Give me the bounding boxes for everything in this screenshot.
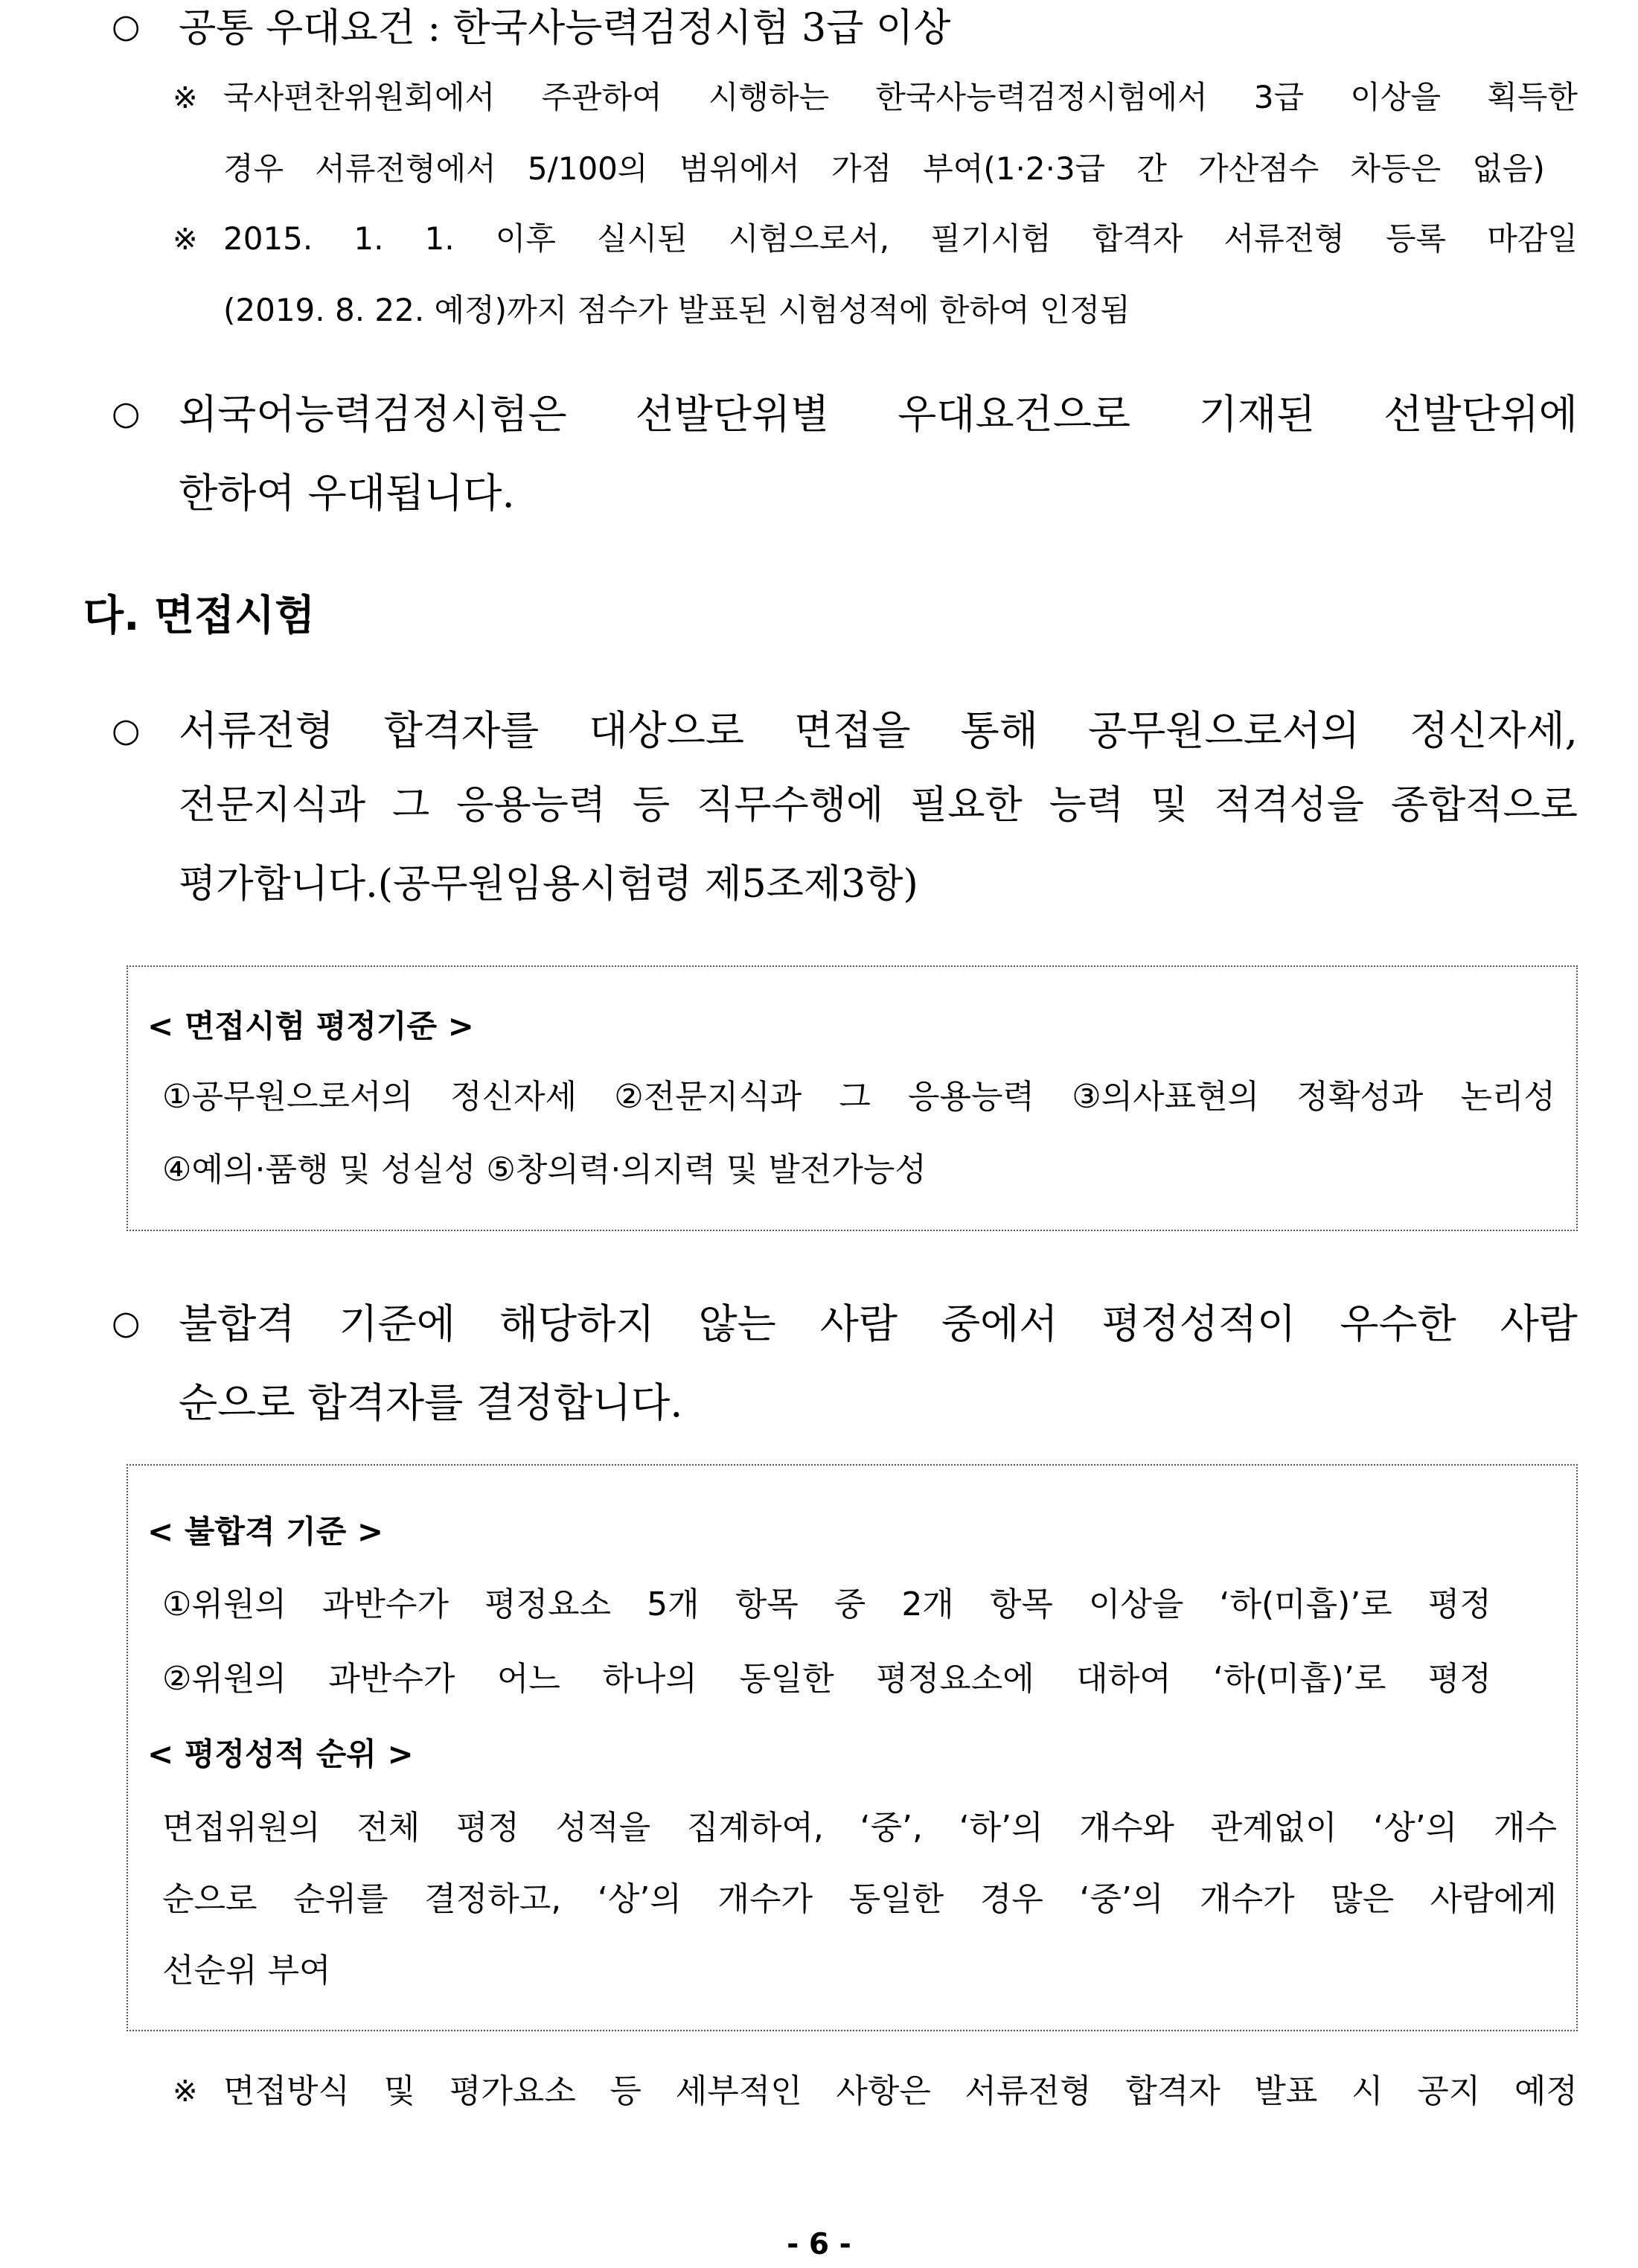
bullet-icon: ○ <box>112 1304 141 1342</box>
note1-line1: 국사편찬위원회에서 주관하여 시행하는 한국사능력검정시험에서 3급 이상을 획득한 <box>223 79 1578 115</box>
evaluation-criteria-line2: ④예의·품행 및 성실성 ⑤창의력·의지력 및 발전가능성 <box>162 1151 927 1189</box>
preference-common-requirement: 공통 우대요건 : 한국사능력검정시험 3급 이상 <box>179 6 951 51</box>
ranking-title: < 평정성적 순위 > <box>147 1736 414 1772</box>
evaluation-criteria-line1: ①공무원으로서의 정신자세 ②전문지식과 그 응용능력 ③의사표현의 정확성과 논리성 <box>162 1078 1555 1116</box>
bullet-icon: ○ <box>112 7 141 45</box>
ranking-line1: 면접위원의 전체 평정 성적을 집계하여, ‘중’, ‘하’의 개수와 관계없이 ‘상’의 개수 <box>162 1809 1557 1847</box>
interview-desc-line2: 전문지식과 그 응용능력 등 직무수행에 필요한 능력 및 적격성을 종합적으로 <box>179 783 1578 828</box>
note-mark-icon: ※ <box>173 223 198 257</box>
pass-decision-line2: 순으로 합격자를 결정합니다. <box>179 1379 683 1426</box>
interview-desc-line3: 평가합니다.(공무원임용시험령 제5조제3항) <box>179 862 918 907</box>
note-mark-icon: ※ <box>173 2074 198 2109</box>
ranking-line2: 순으로 순위를 결정하고, ‘상’의 개수가 동일한 경우 ‘중’의 개수가 많은 사람에게 <box>162 1880 1557 1918</box>
foreign-language-line2: 한하여 우대됩니다. <box>179 470 515 517</box>
fail-criteria-item1: ①위원의 과반수가 평정요소 5개 항목 중 2개 항목 이상을 ‘하(미흡)’로 평정 <box>162 1585 1491 1623</box>
evaluation-criteria-title: < 면접시험 평정기준 > <box>147 1008 474 1044</box>
bullet-icon: ○ <box>112 394 141 432</box>
fail-criteria-title: < 불합격 기준 > <box>147 1513 384 1550</box>
section-heading-interview: 다. 면접시험 <box>83 592 316 640</box>
note2-line2: (2019. 8. 22. 예정)까지 점수가 발표된 시험성적에 한하여 인정됨 <box>223 292 1130 328</box>
foreign-language-line1: 외국어능력검정시험은 선발단위별 우대요건으로 기재된 선발단위에 <box>179 391 1578 438</box>
interview-desc-line1: 서류전형 합격자를 대상으로 면접을 통해 공무원으로서의 정신자세, <box>179 707 1578 754</box>
final-note-text: 면접방식 및 평가요소 등 세부적인 사항은 서류전형 합격자 발표 시 공지 예정 <box>223 2072 1578 2110</box>
note2-line1: 2015. 1. 1. 이후 실시된 시험으로서, 필기시험 합격자 서류전형 등록 마감일 <box>223 220 1578 257</box>
note-mark-icon: ※ <box>173 81 198 115</box>
fail-criteria-item2: ②위원의 과반수가 어느 하나의 동일한 평정요소에 대하여 ‘하(미흡)’로 평정 <box>162 1660 1491 1698</box>
bullet-icon: ○ <box>112 712 141 750</box>
note1-line2: 경우 서류전형에서 5/100의 범위에서 가점 부여(1·2·3급 간 가산점수 차등은 없음) <box>223 150 1545 187</box>
ranking-line3: 선순위 부여 <box>162 1952 331 1990</box>
pass-decision-line1: 불합격 기준에 해당하지 않는 사람 중에서 평정성적이 우수한 사람 <box>179 1300 1578 1347</box>
page-number: - 6 - <box>787 2228 851 2261</box>
